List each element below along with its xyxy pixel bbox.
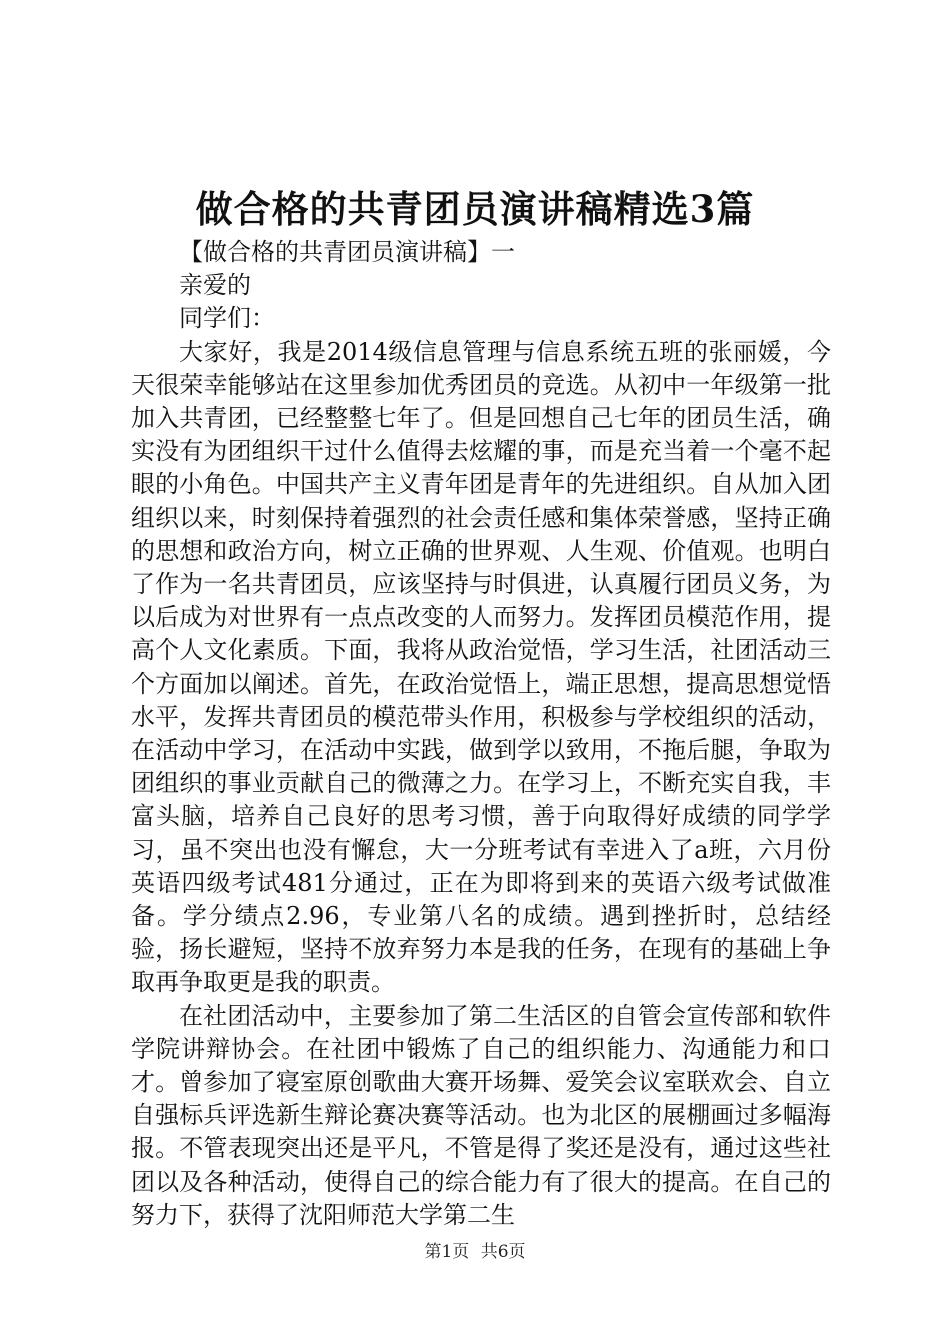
body-paragraph-2: 在社团活动中，主要参加了第二生活区的自管会宣传部和软件学院讲辩协会。在社团中锻炼了自己的组织能力、沟通能力和口才。曾参加了寝室原创歌曲大赛开场舞、爱笑会议室联欢会、自立自强标兵评选新生辩论赛决赛等活动。也为北区的展棚画过多幅海报。不管表现突出还是平凡，不管是得了奖还是没有，通过这些社团以及各种活动，使得自己的综合能力有了很大的提高。在自己的努力下，获得了沈阳师范大学第二生 [131,1001,831,1229]
salutation-line-2: 同学们： [179,304,275,333]
document-body [131,236,831,1232]
salutation-line-1: 亲爱的 [179,271,251,300]
page-footer [0,1240,950,1264]
body-paragraph-1: 大家好，我是2014级信息管理与信息系统五班的张丽媛，今天很荣幸能够站在这里参加优秀团员的竞选。从初中一年级第一批加入共青团，已经整整七年了。但是回想自己七年的团员生活，确实没有为团组织干过什么值得去炫耀的事，而是充当着一个毫不起眼的小角色。中国共产主义青年团是青年的先进组织。自从加入团组织以来，时刻保持着强烈的社会责任感和集体荣誉感，坚持正确的思想和政治方向，树立正确的世界观、人生观、价值观。也明白了作为一名共青团员，应该坚持与时俱进，认真履行团员义务，为以后成为对世界有一点点改变的人而努力。发挥团员模范作用，提高个人文化素质。下面，我将从政治觉悟，学习生活，社团活动三个方面加以阐述。首先，在政治觉悟上，端正思想，提高思想觉悟水平，发挥共青团员的模范带头作用，积极参与学校组织的活动，在活动中学习，在活动中实践，做到学以致用，不拖后腿，争取为团组织的事业贡献自己的微薄之力。在学习上，不断充实自我，丰富头脑，培养自己良好的思考习惯，善于向取得好成绩的同学学习，虽不突出也没有懈怠，大一分班考试有幸进入了a班，六月份英语四级考试481分通过，正在为即将到来的英语六级考试做准备。学分绩点2.96，专业第八名的成绩。遇到挫折时，总结经验，扬长避短，坚持不放弃努力本是我的任务，在现有的基础上争取再争取更是我的职责。 [131,337,831,997]
page-number: 第1页 [424,1242,470,1262]
page-total: 共6页 [480,1242,526,1262]
document-title: 做合格的共青团员演讲稿精选3篇 [195,187,755,231]
section-heading: 【做合格的共青团员演讲稿】一 [179,238,515,266]
